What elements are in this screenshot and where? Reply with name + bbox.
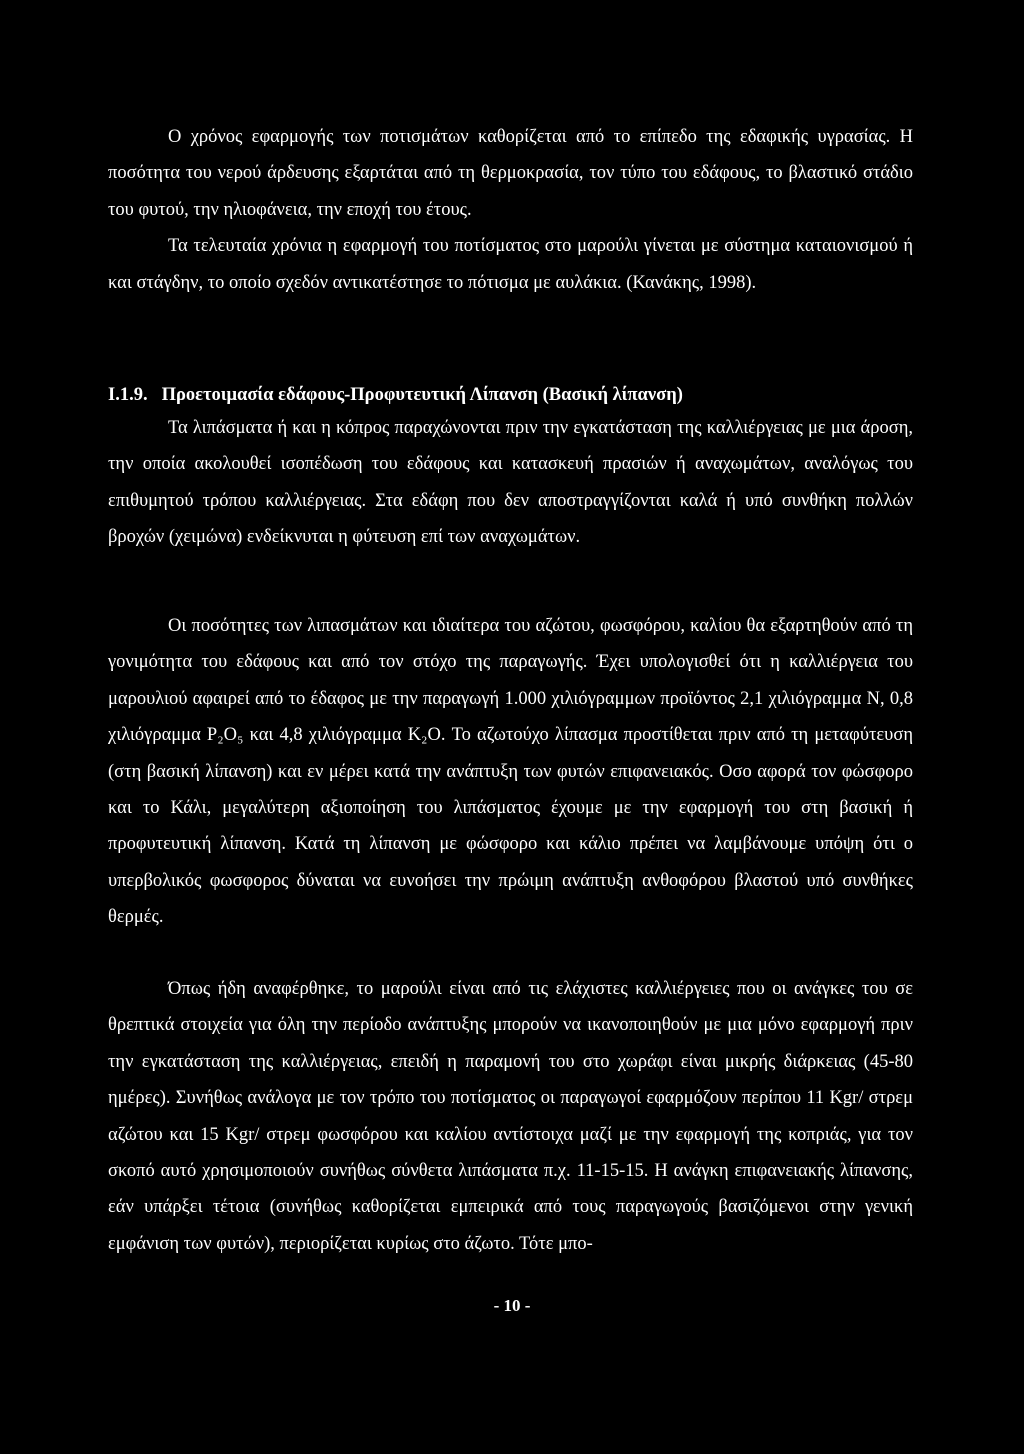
section-title: Προετοιμασία εδάφους-Προφυτευτική Λίπανση (Βασική λίπανση) [161, 385, 683, 405]
paragraph-nutrient-needs: Όπως ήδη αναφέρθηκε, το μαρούλι είναι από τις ελάχιστες καλλιέργειες που οι ανάγκες του σε θρεπτικά στοιχεία για όλη την περίοδο ανάπτυξης μπορούν να ικανοποιηθούν με μια μόνο εφαρμογή πριν την εγκατάσταση της καλλιέργειας, επειδή η παραμονή του στο χωράφι είναι μικρής διάρκειας (45-80 ημέρες). Συνήθως ανάλογα με τον τρόπο του ποτίσματος οι παραγωγοί εφαρμόζουν περίπου 11 Kgr/ στρεμ αζώτου και 15 Kgr/ στρεμ φωσφόρου και καλίου αντίστοιχα μαζί με την εφαρμογή της κοπριάς, για τον σκοπό αυτό χρησιμοποιούν συνήθως σύνθετα λιπάσματα π.χ. 11-15-15. Η ανάγκη επιφανειακής λίπανσης, εάν υπάρξει τέτοια (συνήθως καθορίζεται εμπειρικά από τους παραγωγούς βασιζόμενοι στην γενική εμφάνιση των φυτών), περιορίζεται κυρίως στο άζωτο. Τότε μπο- [108, 979, 913, 1254]
paragraph-fertilizer-quantities: Οι ποσότητες των λιπασμάτων και ιδιαίτερα του αζώτου, φωσφόρου, καλίου θα εξαρτηθούν από τη γονιμότητα του εδάφους και από τον στόχο της παραγωγής. Έχει υπολογισθεί ότι η καλλιέργεια του μαρουλιού αφαιρεί από το έδαφος με την παραγωγή 1.000 χιλιόγραμμων προϊόντος 2,1 χιλιόγραμμα Ν, 0,8 χιλιόγραμμα P₂O₅ και 4,8 χιλιόγραμμα K₂O. Το αζωτούχο λίπασμα προστίθεται πριν από τη μεταφύτευση (στη βασική λίπανση) και εν μέρει κατά την ανάπτυξη των φυτών επιφανειακός. Οσο αφορά τον φώσφορο και το Κάλι, μεγαλύτερη αξιοποίηση του λιπάσματος έχουμε με την εφαρμογή του στη βασική ή προφυτευτική λίπανση. Κατά τη λίπανση με φώσφορο και κάλιο πρέπει να λαμβάνουμε υπόψη ότι ο υπερβολικός φωσφορος δύναται να ευνοήσει την πρώιμη ανάπτυξη ανθοφόρου βλαστού υπό συνθήκες θερμές. [108, 616, 913, 928]
paragraph-block-soil-prep [108, 410, 913, 556]
paragraph-soil-preparation: Τα λιπάσματα ή και η κόπρος παραχώνονται πριν την εγκατάσταση της καλλιέργειας με μια άροση, την οποία ακολουθεί ισοπέδωση του εδάφους και κατασκευή πρασιών ή αναχωμάτων, αναλόγως του επιθυμητού τρόπου καλλιέργειας. Στα εδάφη που δεν αποστραγγίζονται καλά ή υπό συνθήκη πολλών βροχών (χειμώνα) ενδείκνυται η φύτευση επί των αναχωμάτων. [108, 418, 913, 548]
paragraph-block-fertilizer-quantities [108, 608, 913, 936]
paragraph-irrigation-systems: Τα τελευταία χρόνια η εφαρμογή του ποτίσματος στο μαρούλι γίνεται με σύστημα καταιονισμού ή και στάγδην, το οποίο σχεδόν αντικατέστησε το πότισμα με αυλάκια. (Κανάκης, 1998). [108, 236, 913, 293]
section-heading [108, 377, 913, 413]
section-number: I.1.9. [108, 385, 148, 405]
intro-text-block [108, 119, 913, 301]
paragraph-irrigation-timing: Ο χρόνος εφαρμογής των ποτισμάτων καθορίζεται από το επίπεδο της εδαφικής υγρασίας. Η ποσότητα του νερού άρδευσης εξαρτάται από τη θερμοκρασία, τον τύπο του εδάφους, το βλαστικό στάδιο του φυτού, την ηλιοφάνεια, την εποχή του έτους. [108, 127, 913, 220]
paragraph-block-nutrient-needs [108, 971, 913, 1262]
page-number: - 10 - [493, 1296, 531, 1315]
